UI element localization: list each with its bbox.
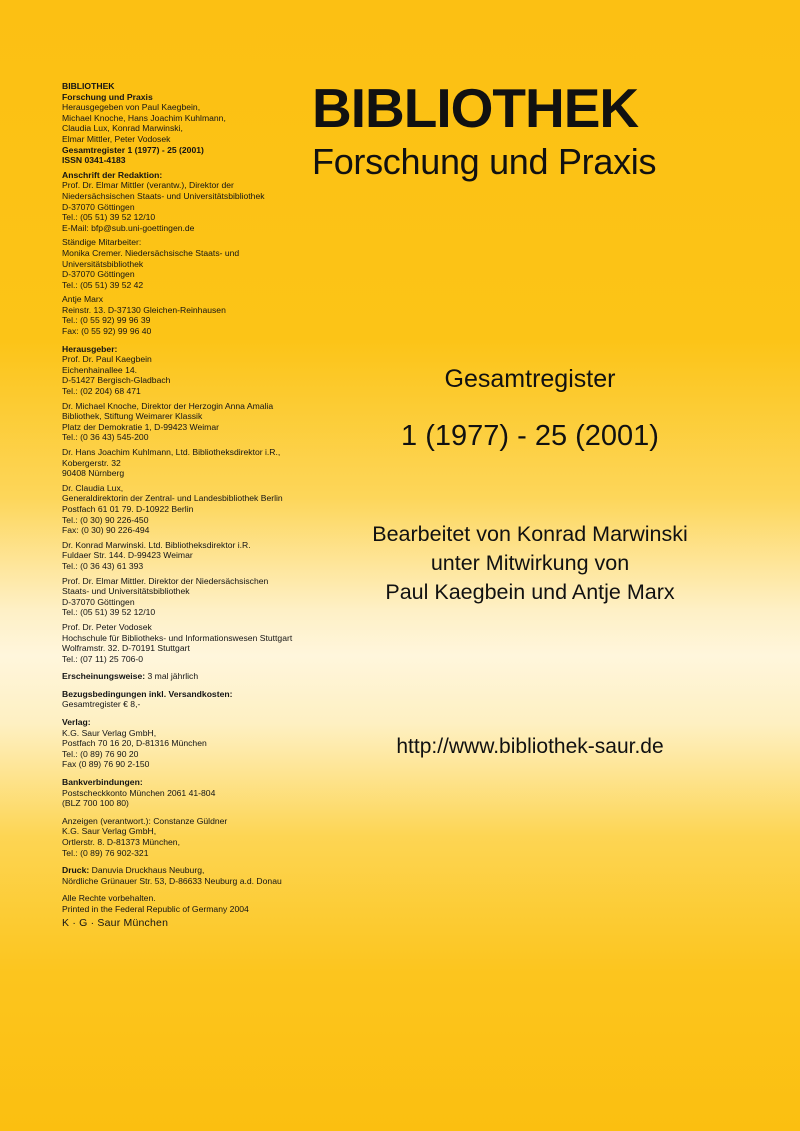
knoche-line: Bibliothek, Stiftung Weimarer Klassik <box>62 411 203 422</box>
lux-line: Dr. Claudia Lux, <box>62 482 124 493</box>
imprint-register: Gesamtregister 1 (1977) - 25 (2001) <box>62 144 204 155</box>
marx-line: Reinstr. 13. D-37130 Gleichen-Reinhausen <box>62 304 226 315</box>
mittler-line: Tel.: (05 51) 39 52 12/10 <box>62 607 156 618</box>
bezug-value: Gesamtregister € 8,- <box>62 699 141 710</box>
marwinski-line: Tel.: (0 36 43) 61 393 <box>62 560 144 571</box>
imprint-verlag <box>62 717 327 770</box>
redaktion-email: E-Mail: bfp@sub.uni-goettingen.de <box>62 222 195 233</box>
knoche-line: Platz der Demokratie 1, D-99423 Weimar <box>62 421 219 432</box>
kaegbein-line: Prof. Dr. Paul Kaegbein <box>62 354 152 365</box>
herausgeber-kaegbein <box>62 344 327 397</box>
vodosek-line: Hochschule für Bibliotheks- und Informationswesen Stuttgart <box>62 632 293 643</box>
herausgeber-vodosek <box>62 622 327 664</box>
imprint-editors-line: Herausgegeben von Paul Kaegbein, <box>62 102 201 113</box>
cover-subtitle: Forschung und Praxis <box>312 141 657 182</box>
imprint-issn: ISSN 0341-4183 <box>62 155 126 166</box>
register-range: 1 (1977) - 25 (2001) <box>401 420 659 452</box>
imprint-editors-line: Claudia Lux, Konrad Marwinski, <box>62 123 183 134</box>
imprint-staff <box>62 237 327 290</box>
anzeigen-line: Ortlerstr. 8. D-81373 München, <box>62 837 180 847</box>
imprint-redaktion <box>62 170 327 234</box>
staff-line: Ständige Mitarbeiter: <box>62 237 142 248</box>
herausgeber-mittler <box>62 576 327 618</box>
erscheinung-line <box>62 671 327 682</box>
marx-line: Tel.: (0 55 92) 99 96 39 <box>62 315 151 326</box>
vodosek-line: Tel.: (07 11) 25 706-0 <box>62 653 144 664</box>
imprint-journal <box>62 81 327 166</box>
bank-line: Postscheckkonto München 2061 41-804 <box>62 787 216 798</box>
marwinski-line: Fuldaer Str. 144. D-99423 Weimar <box>62 550 193 561</box>
website-url: http://www.bibliothek-saur.de <box>396 735 664 758</box>
imprint-column <box>62 81 327 934</box>
herausgeber-marwinski <box>62 540 327 572</box>
druck-label: Druck: <box>62 865 90 876</box>
anzeigen-line: K.G. Saur Verlag GmbH, <box>62 826 157 837</box>
vodosek-line: Prof. Dr. Peter Vodosek <box>62 621 152 632</box>
credits-line: Bearbeitet von Konrad Marwinski <box>372 522 688 546</box>
redaktion-line: Tel.: (05 51) 39 52 12/10 <box>62 212 156 223</box>
marx-line: Fax: (0 55 92) 99 96 40 <box>62 326 152 337</box>
knoche-line: Dr. Michael Knoche, Direktor der Herzogin Anna Amalia <box>62 400 274 411</box>
herausgeber-kuhlmann <box>62 447 327 479</box>
imprint-erscheinung <box>62 671 327 682</box>
redaktion-line: Prof. Dr. Elmar Mittler (verantw.), Direktor der <box>62 180 234 191</box>
kuhlmann-line: Dr. Hans Joachim Kuhlmann, Ltd. Bibliotheksdirektor i.R., <box>62 447 281 457</box>
druck-address: Nördliche Grünauer Str. 53, D-86633 Neuburg a.d. Donau <box>62 875 282 886</box>
marx-line: Antje Marx <box>62 294 104 305</box>
knoche-line: Tel.: (0 36 43) 545-200 <box>62 432 149 443</box>
mittler-line: D-37070 Göttingen <box>62 596 135 607</box>
kaegbein-line: Tel.: (02 204) 68 471 <box>62 386 141 397</box>
credits-line: unter Mitwirkung von <box>430 551 630 575</box>
druck-line <box>62 865 327 876</box>
imprint-marx <box>62 294 327 336</box>
anzeigen-line: Anzeigen (verantwort.): Constanze Güldner <box>62 815 228 826</box>
imprint-anzeigen <box>62 816 327 858</box>
redaktion-line: D-37070 Göttingen <box>62 201 135 212</box>
staff-line: Universitätsbibliothek <box>62 258 144 269</box>
bezug-heading: Bezugsbedingungen inkl. Versandkosten: <box>62 688 233 699</box>
staff-line: Tel.: (05 51) 39 52 42 <box>62 279 144 290</box>
herausgeber-knoche <box>62 401 327 443</box>
lux-line: Fax: (0 30) 90 226-494 <box>62 525 150 536</box>
mittler-line: Staats- und Universitätsbibliothek <box>62 586 190 597</box>
imprint-bank <box>62 777 327 809</box>
lux-line: Generaldirektorin der Zentral- und Landesbibliothek Berlin <box>62 493 283 504</box>
credits-line: Paul Kaegbein und Antje Marx <box>385 580 675 604</box>
imprint-editors-line: Michael Knoche, Hans Joachim Kuhlmann, <box>62 112 226 123</box>
anzeigen-line: Tel.: (0 89) 76 902-321 <box>62 847 149 858</box>
lux-line: Tel.: (0 30) 90 226-450 <box>62 514 149 525</box>
bank-line: (BLZ 700 100 80) <box>62 798 129 809</box>
kaegbein-line: D-51427 Bergisch-Gladbach <box>62 375 171 386</box>
cover-title: BIBLIOTHEK <box>312 77 639 139</box>
lux-line: Postfach 61 01 79. D-10922 Berlin <box>62 503 194 514</box>
staff-line: Monika Cremer. Niedersächsische Staats- und <box>62 247 240 258</box>
credits <box>330 520 730 607</box>
druck-value: Danuvia Druckhaus Neuburg, <box>91 865 205 876</box>
imprint-journal-subtitle: Forschung und Praxis <box>62 91 153 102</box>
verlag-heading: Verlag: <box>62 717 91 728</box>
imprint-journal-title: BIBLIOTHEK <box>62 81 115 91</box>
kaegbein-line: Eichenhainallee 14. <box>62 364 138 375</box>
verlag-line: Fax (0 89) 76 90 2-150 <box>62 759 150 770</box>
register-title: Gesamtregister <box>444 365 616 393</box>
publisher-name: K · G · Saur München <box>62 916 169 929</box>
herausgeber-lux <box>62 483 327 536</box>
imprint-editors-line: Elmar Mittler, Peter Vodosek <box>62 133 171 144</box>
imprint-rights <box>62 893 327 929</box>
imprint-bezug <box>62 689 327 710</box>
imprint-druck <box>62 865 327 886</box>
kuhlmann-line: Kobergerstr. 32 <box>62 457 121 468</box>
staff-line: D-37070 Göttingen <box>62 269 135 280</box>
redaktion-heading: Anschrift der Redaktion: <box>62 169 163 180</box>
erscheinung-value: 3 mal jährlich <box>147 671 199 682</box>
rights-line: Printed in the Federal Republic of Germany 2004 <box>62 903 249 914</box>
verlag-line: K.G. Saur Verlag GmbH, <box>62 727 157 738</box>
kuhlmann-line: 90408 Nürnberg <box>62 468 125 479</box>
bank-heading: Bankverbindungen: <box>62 777 143 788</box>
mittler-line: Prof. Dr. Elmar Mittler. Direktor der Niedersächsischen <box>62 575 269 586</box>
erscheinung-label: Erscheinungsweise: <box>62 671 146 682</box>
verlag-line: Tel.: (0 89) 76 90 20 <box>62 748 139 759</box>
redaktion-line: Niedersächsischen Staats- und Universitätsbibliothek <box>62 190 265 201</box>
herausgeber-heading: Herausgeber: <box>62 343 118 354</box>
rights-line: Alle Rechte vorbehalten. <box>62 893 156 904</box>
verlag-line: Postfach 70 16 20, D-81316 München <box>62 738 207 749</box>
marwinski-line: Dr. Konrad Marwinski. Ltd. Bibliotheksdirektor i.R. <box>62 539 251 550</box>
vodosek-line: Wolframstr. 32. D-70191 Stuttgart <box>62 643 190 654</box>
